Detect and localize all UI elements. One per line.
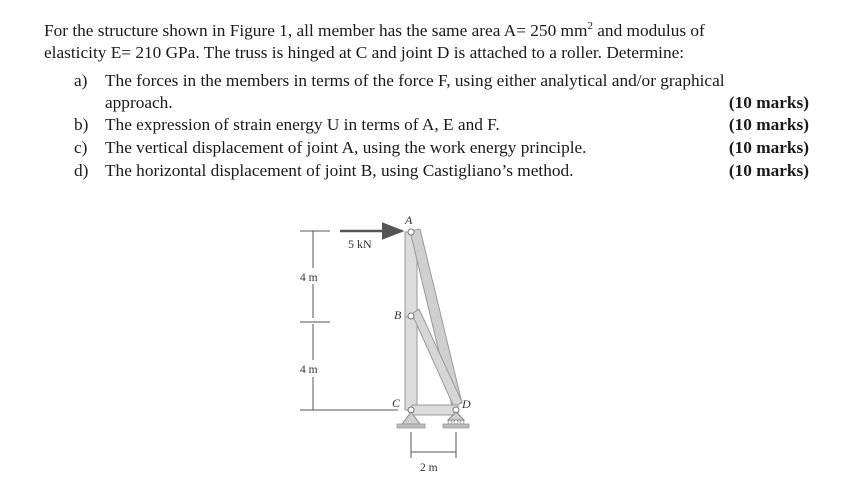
joint-c-label: C bbox=[392, 396, 401, 410]
intro-line-2: elasticity E= 210 GPa. The truss is hinged at C and joint D is attached to a roller. Determine: bbox=[44, 43, 685, 62]
area-unit-superscript: 2 bbox=[587, 20, 593, 33]
part-a-marks: (10 marks) bbox=[728, 93, 809, 112]
part-a-text-continued: approach. bbox=[105, 93, 173, 112]
joint-a-pin bbox=[408, 229, 414, 235]
part-b-text: The expression of strain energy U in terms of A, E and F. bbox=[105, 115, 500, 134]
part-a-label: a) bbox=[74, 71, 88, 90]
part-a-text: The forces in the members in terms of the force F, using either analytical and/or graphical bbox=[105, 71, 725, 90]
base-dimension bbox=[411, 432, 456, 458]
part-b-label: b) bbox=[74, 115, 89, 134]
dimension-base-label: 2 m bbox=[420, 462, 438, 474]
dimension-upper-label: 4 m bbox=[300, 272, 318, 284]
intro-line-1: For the structure shown in Figure 1, all member has the same area A= 250 $mm^2$ and modulus of bbox=[44, 20, 705, 40]
part-d-text: The horizontal displacement of joint B, using Castigliano’s method. bbox=[105, 161, 574, 180]
vertical-dimensions bbox=[300, 231, 398, 410]
joint-b-pin bbox=[408, 313, 414, 319]
part-b-marks: (10 marks) bbox=[728, 115, 809, 134]
part-c-label: c) bbox=[74, 138, 88, 157]
part-c-marks: (10 marks) bbox=[728, 138, 809, 157]
joint-b-label: B bbox=[394, 308, 402, 322]
joint-a-label: A bbox=[405, 213, 413, 227]
part-d-marks: (10 marks) bbox=[728, 161, 809, 180]
load-label: 5 kN bbox=[348, 237, 372, 251]
truss-members bbox=[405, 229, 462, 415]
part-c-text: The vertical displacement of joint A, using the work energy principle. bbox=[105, 138, 587, 157]
dimension-lower-label: 4 m bbox=[300, 364, 318, 376]
joint-d-label: D bbox=[462, 397, 471, 411]
member-bc bbox=[405, 317, 417, 410]
part-d-label: d) bbox=[74, 161, 89, 180]
member-cd bbox=[412, 405, 458, 415]
